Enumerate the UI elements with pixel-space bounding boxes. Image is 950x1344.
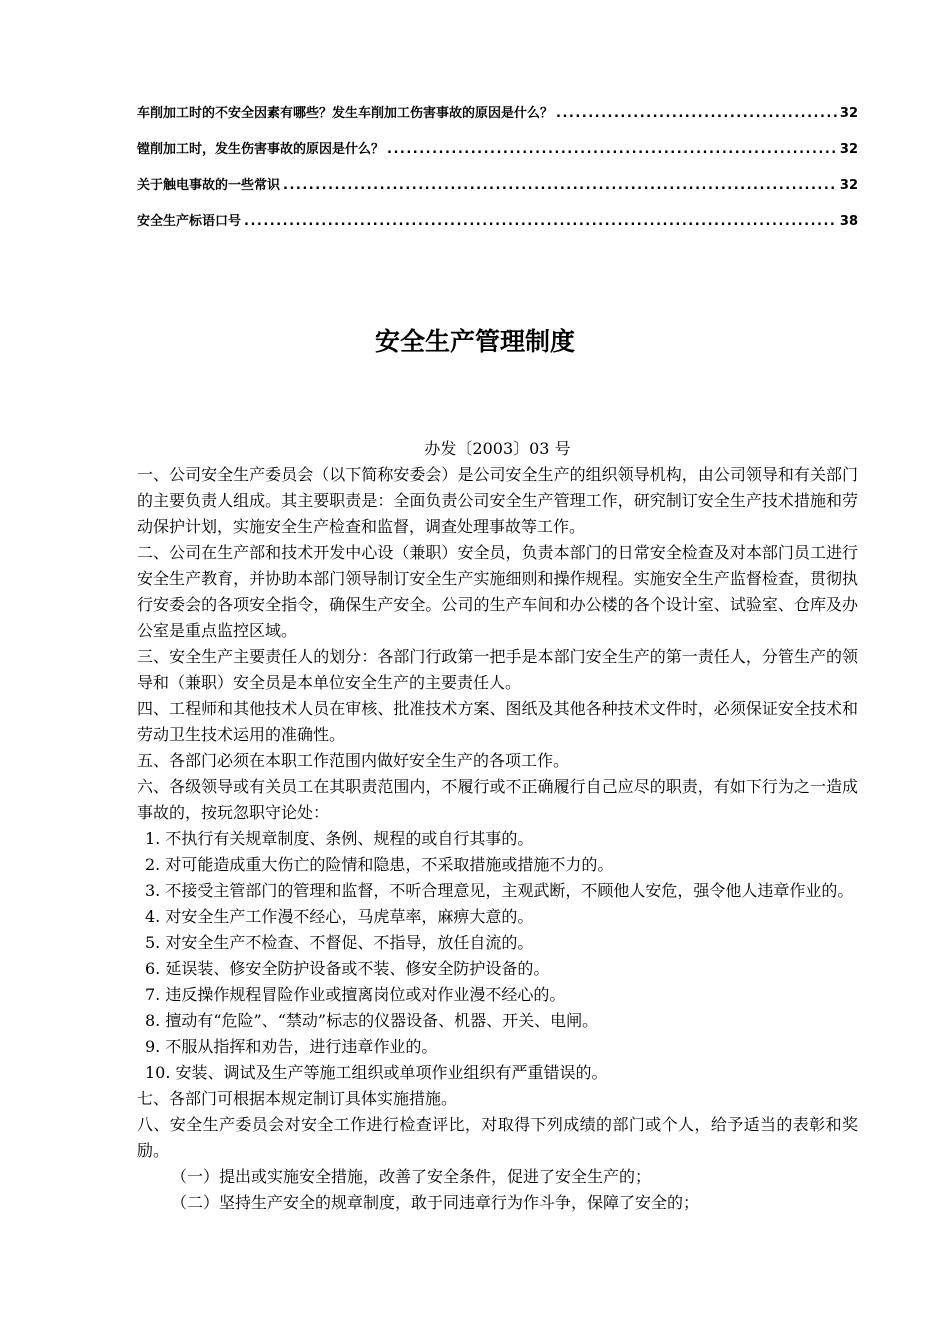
list-item-number: 5.: [145, 933, 161, 952]
document-body: [137, 436, 858, 1216]
sub-item: （一）提出或实施安全措施，改善了安全条件，促进了安全生产的；: [171, 1167, 652, 1186]
paragraph: 四、工程师和其他技术人员在审核、批准技术方案、图纸及其他各种技术文件时，必须保证安全技术和劳动卫生技术运用的准确性。: [137, 699, 858, 744]
paragraph: 二、公司在生产部和技术开发中心设（兼职）安全员，负责本部门的日常安全检查及对本部门员工进行安全生产教育，并协助本部门领导制订安全生产实施细则和操作规程。实施安全生产监督检查，贯彻执行安委会的各项安全指令，确保生产安全。公司的生产车间和办公楼的各个设计室、试验室、仓库及办公室是重点监控区域。: [137, 543, 858, 640]
list-item-number: 8.: [145, 1011, 161, 1030]
paragraph: 六、各级领导或有关员工在其职责范围内，不履行或不正确履行自己应尽的职责，有如下行为之一造成事故的，按玩忽职守论处：: [137, 777, 858, 822]
list-item-number: 7.: [145, 985, 161, 1004]
document-number: 办发〔2003〕03 号: [424, 439, 571, 458]
toc-page-number: 38: [839, 214, 858, 229]
list-item-number: 10.: [145, 1063, 171, 1082]
list-item: [137, 904, 858, 930]
list-item: [137, 982, 858, 1008]
toc-leader-dots: [556, 106, 837, 121]
paragraph: 三、安全生产主要责任人的划分：各部门行政第一把手是本部门安全生产的第一责任人，分管生产的领导和（兼职）安全员是本单位安全生产的主要责任人。: [137, 647, 858, 692]
list-item: [137, 878, 858, 904]
toc-page-number: 32: [839, 106, 858, 121]
list-item-number: 2.: [145, 855, 161, 874]
sub-item: （二）坚持生产安全的规章制度，敢于同违章行为作斗争，保障了安全的；: [171, 1193, 700, 1212]
list-item: [137, 826, 858, 852]
toc-entry-title: 镗削加工时，发生伤害事故的原因是什么？: [137, 142, 385, 157]
list-item: [137, 956, 858, 982]
toc-entry-title: 安全生产标语口号: [137, 214, 242, 229]
toc-entry[interactable]: [137, 102, 858, 138]
toc-page-number: 32: [839, 142, 858, 157]
toc-leader-dots: [387, 142, 837, 157]
list-item-text: 违反操作规程冒险作业或擅离岗位或对作业漫不经心的。: [165, 985, 566, 1004]
toc-leader-dots: [244, 214, 837, 229]
list-item: [137, 1060, 858, 1086]
document-title: 安全生产管理制度: [374, 327, 575, 356]
list-item-number: 9.: [145, 1037, 161, 1056]
paragraph: 五、各部门必须在本职工作范围内做好安全生产的各项工作。: [137, 751, 570, 770]
list-item-text: 不服从指挥和劝告，进行违章作业的。: [165, 1037, 438, 1056]
list-item: [137, 1008, 858, 1034]
list-item-text: 对可能造成重大伤亡的险情和隐患，不采取措施或措施不力的。: [165, 855, 614, 874]
toc-leader-dots: [283, 178, 837, 193]
list-item-text: 安装、调试及生产等施工组织或单项作业组织有严重错误的。: [175, 1063, 608, 1082]
toc-entry[interactable]: [137, 210, 858, 246]
list-item-number: 6.: [145, 959, 161, 978]
list-item-text: 不接受主管部门的管理和监督，不听合理意见，主观武断，不顾他人安危，强令他人违章作业的。: [165, 881, 854, 900]
list-item-text: 对安全生产工作漫不经心，马虎草率，麻痹大意的。: [165, 907, 534, 926]
toc-entry[interactable]: [137, 174, 858, 210]
list-item-text: 擅动有“危险”、“禁动”标志的仪器设备、机器、开关、电闸。: [165, 1011, 599, 1030]
list-item-text: 对安全生产不检查、不督促、不指导，放任自流的。: [165, 933, 534, 952]
list-item-number: 4.: [145, 907, 161, 926]
toc-entry[interactable]: [137, 138, 858, 174]
paragraph: 一、公司安全生产委员会（以下简称安委会）是公司安全生产的组织领导机构，由公司领导和有关部门的主要负责人组成。其主要职责是：全面负责公司安全生产管理工作，研究制订安全生产技术措施和劳动保护计划，实施安全生产检查和监督，调查处理事故等工作。: [137, 465, 858, 536]
list-item-number: 3.: [145, 881, 161, 900]
list-item: [137, 852, 858, 878]
paragraph: 七、各部门可根据本规定制订具体实施措施。: [137, 1089, 458, 1108]
toc-entry-title: 车削加工时的不安全因素有哪些？发生车削加工伤害事故的原因是什么？: [137, 106, 554, 121]
toc-entry-title: 关于触电事故的一些常识: [137, 178, 281, 193]
list-item: [137, 1034, 858, 1060]
list-item-text: 不执行有关规章制度、条例、规程的或自行其事的。: [165, 829, 534, 848]
paragraph: 八、安全生产委员会对安全工作进行检查评比，对取得下列成绩的部门或个人，给予适当的表彰和奖励。: [137, 1115, 858, 1160]
table-of-contents: [137, 102, 858, 246]
list-item-text: 延误装、修安全防护设备或不装、修安全防护设备的。: [165, 959, 550, 978]
list-item: [137, 930, 858, 956]
list-item-number: 1.: [145, 829, 161, 848]
toc-page-number: 32: [839, 178, 858, 193]
